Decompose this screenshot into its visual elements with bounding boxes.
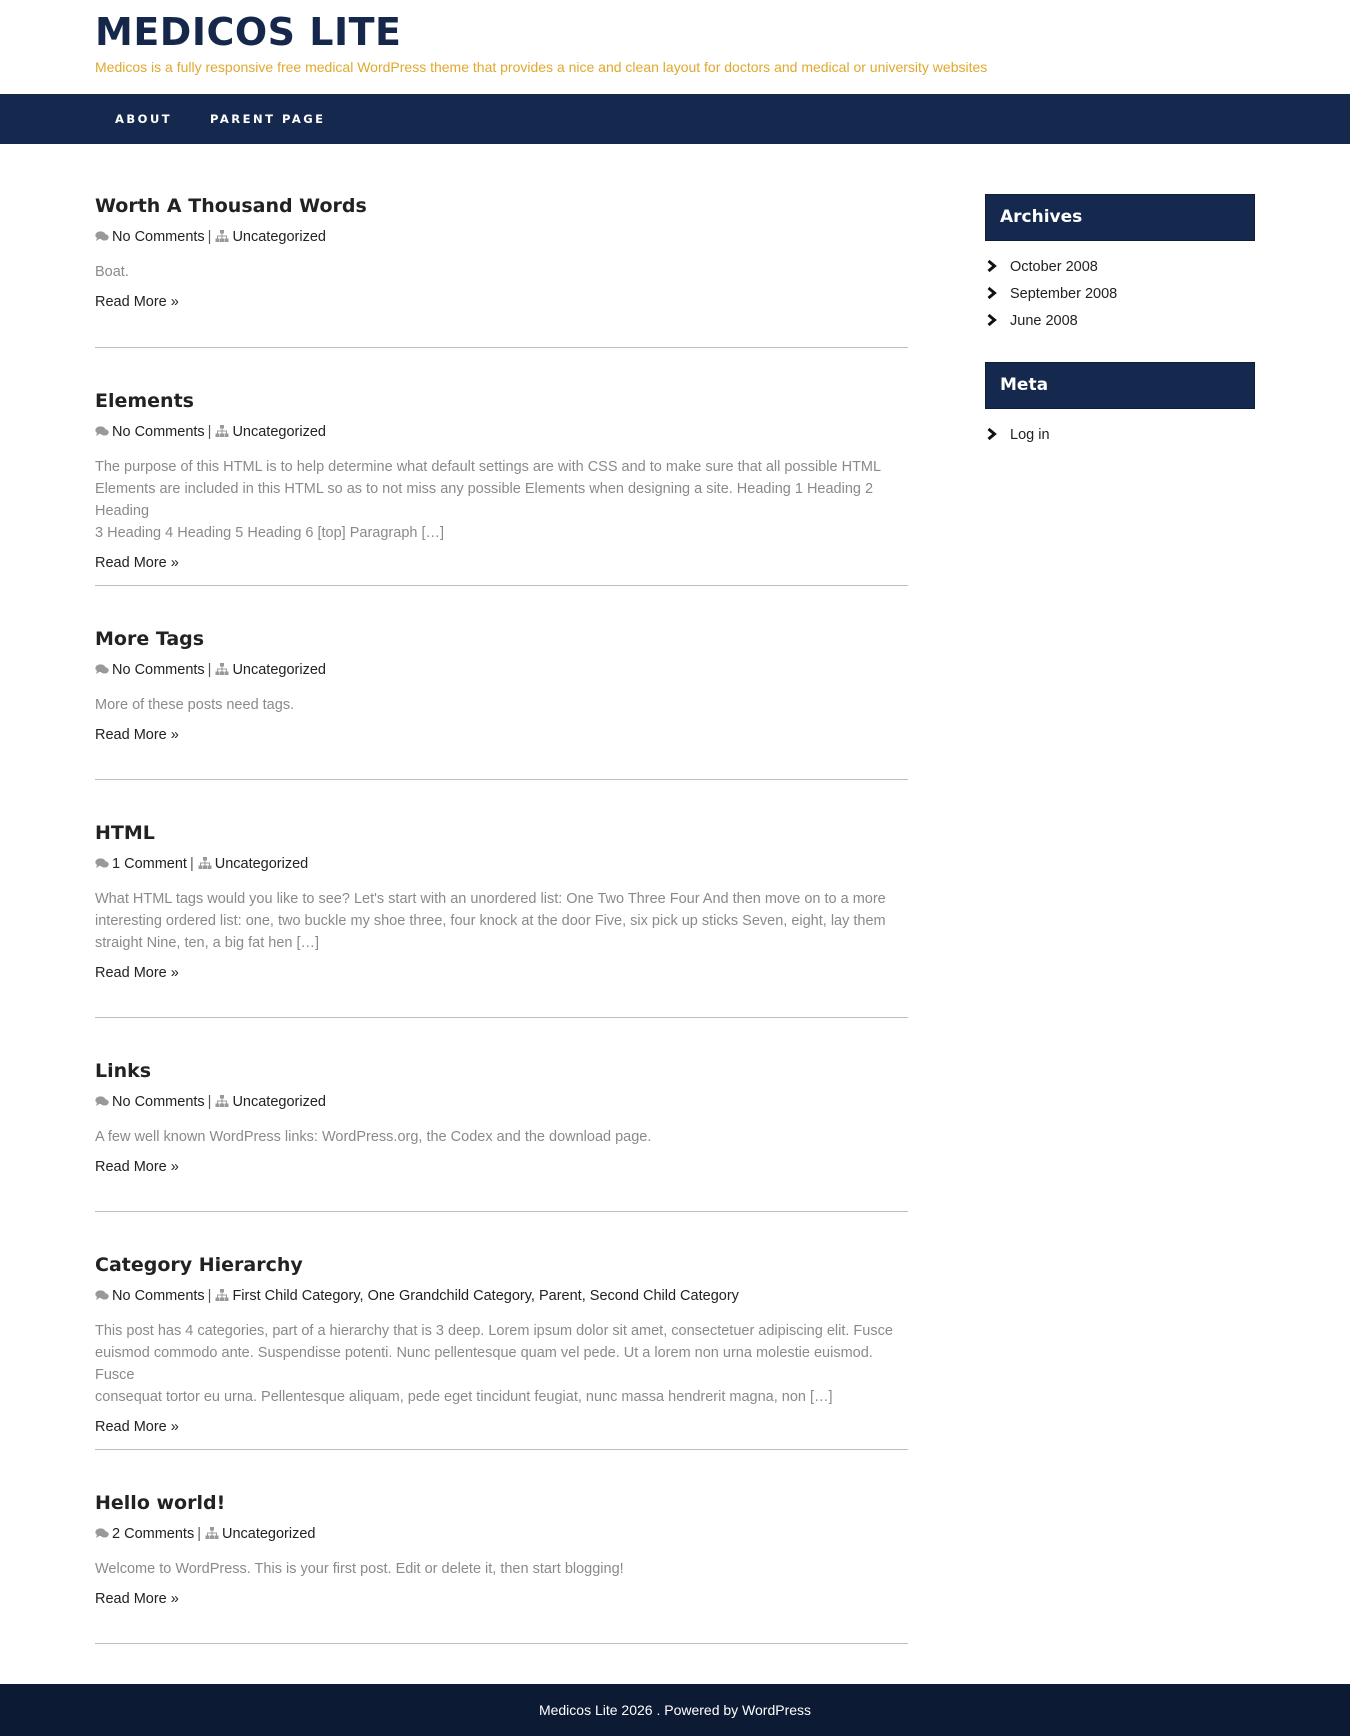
post-category-link[interactable]: Uncategorized [214,856,309,872]
post-meta [95,661,908,680]
post-comments-link[interactable]: 2 Comments [112,1526,195,1542]
post [95,1058,908,1176]
footer-credit: Medicos Lite 2026 . Powered by WordPress [538,1702,812,1718]
sitemap-icon [215,1288,229,1306]
excerpt-line: A few well known WordPress links: WordPress.org, the Codex and the download page. [95,1129,652,1145]
post-category-link[interactable]: Uncategorized [232,1094,326,1110]
sitemap-icon [215,1094,229,1112]
read-more-link[interactable]: Read More » [95,1419,179,1435]
excerpt-line: consequat tortor eu urna. Pellentesque aliquam, pede eget tincidunt feugiat, nunc massa hendrerit magna, non […] [95,1389,833,1405]
sitemap-icon [215,229,229,247]
excerpt-line: The purpose of this HTML is to help determine what default settings are with CSS and to make sure that all possible HTML [95,459,882,475]
site-footer [0,1684,1350,1736]
login-link[interactable] [985,425,1050,445]
meta-separator: | [207,1094,212,1110]
nav-item-parent-page[interactable]: PARENT PAGE [210,112,326,126]
post-comments-link[interactable]: No Comments [112,1288,205,1304]
post-divider [95,585,908,586]
sitemap-icon [215,424,229,442]
post-meta [95,423,908,442]
excerpt-line: What HTML tags would you like to see? Let's start with an unordered list: One Two Three Four And then move on to a more [95,891,886,907]
post-comments-link[interactable]: No Comments [112,424,205,440]
excerpt-line: straight Nine, ten, a big fat hen […] [95,935,320,951]
post-comments-link[interactable]: No Comments [112,1094,205,1110]
nav-item-about[interactable]: ABOUT [115,112,173,126]
archive-link-label: September 2008 [1010,286,1118,302]
post-divider [95,1211,908,1212]
post-excerpt [95,1320,908,1408]
meta-separator: | [197,1526,201,1542]
post-title[interactable]: HTML [95,822,155,844]
chevron-right-icon [985,313,1010,333]
post-title[interactable]: Links [95,1060,152,1082]
comments-icon [95,662,109,680]
comments-icon [95,1094,109,1112]
post-category-link[interactable]: First Child Category [232,1288,360,1304]
post-excerpt [95,888,908,954]
post [95,626,908,744]
read-more-link[interactable]: Read More » [95,1159,179,1175]
post-meta [95,855,908,874]
post-category-link[interactable]: Parent [538,1288,582,1304]
widget-title-text: Archives [1000,207,1083,227]
archive-link-june-2008[interactable] [985,311,1078,331]
chevron-right-icon [985,286,1010,306]
post-comments-link[interactable]: 1 Comment [112,856,187,872]
post-divider [95,1017,908,1018]
post-category-link[interactable]: Uncategorized [232,662,326,678]
category-comma: , [530,1288,539,1304]
login-link-label: Log in [1010,427,1050,443]
post-category-link[interactable]: Second Child Category [589,1288,739,1304]
post-divider [95,779,908,780]
excerpt-line: euismod commodo ante. Suspendisse potenti. Nunc pellentesque quam vel pede. Ut a lorem non urna molestie euismod. Fusce [95,1345,873,1383]
main-navigation [0,94,1350,144]
meta-separator: | [189,856,194,872]
post-excerpt [95,456,908,544]
excerpt-line: Boat. [95,264,129,280]
excerpt-line: Welcome to WordPress. This is your first post. Edit or delete it, then start blogging! [95,1561,624,1577]
post-title[interactable]: Category Hierarchy [95,1254,303,1276]
comments-icon [95,1526,109,1544]
sitemap-icon [205,1526,219,1544]
post-title[interactable]: Elements [95,390,194,412]
post-title[interactable]: More Tags [95,628,205,650]
meta-separator: | [207,229,212,245]
archive-link-september-2008[interactable] [985,284,1117,304]
post-divider [95,347,908,348]
read-more-link[interactable]: Read More » [95,1591,179,1607]
post-meta [95,1525,908,1544]
post [95,1252,908,1436]
post-title[interactable]: Worth A Thousand Words [95,195,367,217]
archive-link-label: October 2008 [1010,259,1098,275]
post-category-link[interactable]: Uncategorized [232,229,326,245]
read-more-link[interactable]: Read More » [95,965,179,981]
excerpt-line: More of these posts need tags. [95,697,295,713]
post-divider [95,1449,908,1450]
comments-icon [95,229,109,247]
post [95,820,908,982]
post-meta [95,1093,908,1112]
site-title[interactable]: MEDICOS LITE [95,10,402,54]
post-category-link[interactable]: Uncategorized [221,1526,316,1542]
comments-icon [95,856,109,874]
category-comma: , [359,1288,368,1304]
category-comma: , [581,1288,590,1304]
post-excerpt [95,1126,908,1148]
chevron-right-icon [985,259,1010,279]
post-meta [95,1287,908,1306]
archives-widget-title [985,194,1255,241]
widget-title-text: Meta [1000,375,1049,395]
post-meta [95,228,908,247]
archive-link-october-2008[interactable] [985,257,1098,277]
post [95,193,908,311]
site-description: Medicos is a fully responsive free medical WordPress theme that provides a nice and clean layout for doctors and medical or university websites [95,59,988,75]
post-divider [95,1643,908,1644]
sitemap-icon [215,662,229,680]
post-category-link[interactable]: One Grandchild Category [367,1288,531,1304]
sitemap-icon [198,856,212,874]
meta-separator: | [207,1288,212,1304]
post-excerpt [95,694,908,716]
excerpt-line: interesting ordered list: one, two buckle my shoe three, four knock at the door Five, six pick up sticks Seven, eight, lay them [95,913,886,929]
post-excerpt [95,1558,908,1580]
post-category-link[interactable]: Uncategorized [232,424,326,440]
meta-separator: | [207,424,212,440]
site-header [0,0,1350,94]
post [95,1490,908,1608]
excerpt-line: 3 Heading 4 Heading 5 Heading 6 [top] Paragraph […] [95,525,445,541]
read-more-link[interactable]: Read More » [95,294,179,310]
read-more-link[interactable]: Read More » [95,555,179,571]
post-comments-link[interactable]: No Comments [112,662,205,678]
read-more-link[interactable]: Read More » [95,727,179,743]
post [95,388,908,572]
post-title[interactable]: Hello world! [95,1492,226,1514]
chevron-right-icon [985,427,1010,447]
archive-link-label: June 2008 [1010,313,1078,329]
meta-separator: | [207,662,212,678]
meta-widget-title [985,362,1255,409]
excerpt-line: Elements are included in this HTML so as to not miss any possible Elements when designing a site. Heading 1 Heading 2 Heading [95,481,874,519]
comments-icon [95,424,109,442]
excerpt-line: This post has 4 categories, part of a hierarchy that is 3 deep. Lorem ipsum dolor sit amet, consectetuer adipiscing elit. Fusce [95,1323,893,1339]
comments-icon [95,1288,109,1306]
post-comments-link[interactable]: No Comments [112,229,205,245]
post-excerpt [95,261,908,283]
